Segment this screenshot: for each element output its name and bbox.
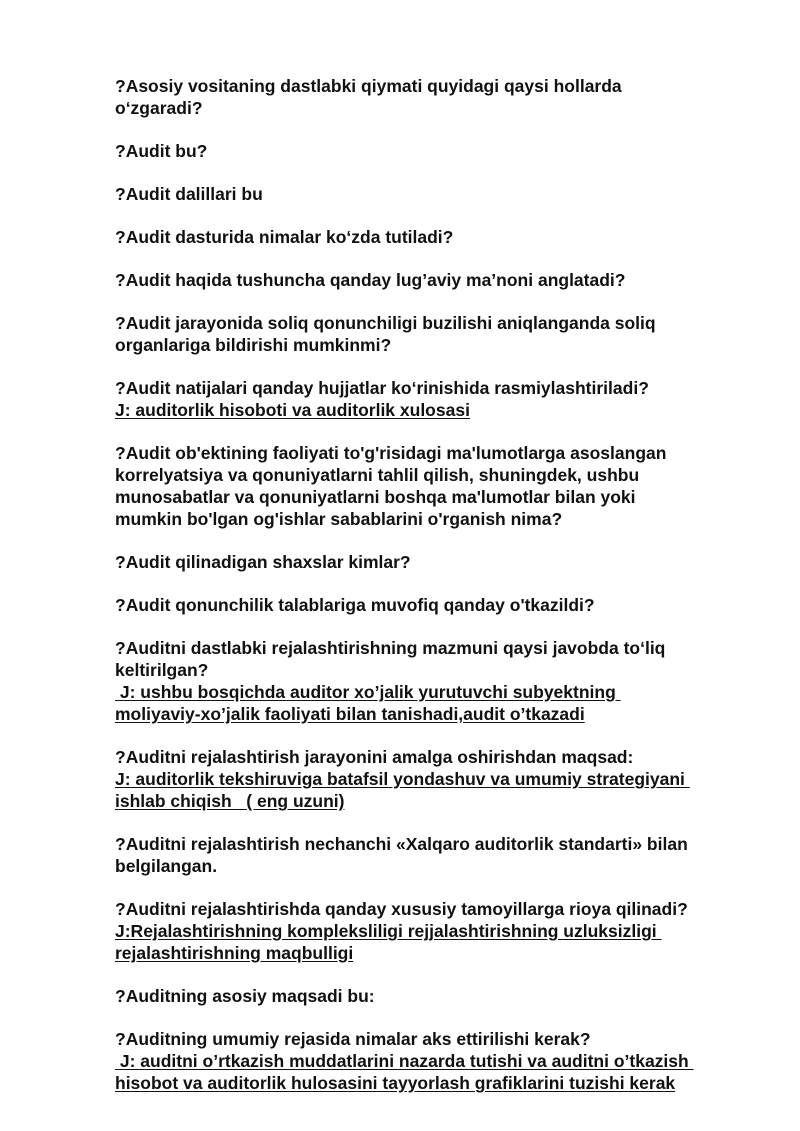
qa-item-8 bbox=[115, 442, 755, 530]
qa-item-12 bbox=[115, 746, 755, 812]
qa-item-10 bbox=[115, 594, 755, 616]
answer-text: J:Rejalashtirishning kompleksliligi rejjalashtirishning uzluksizligi rejalashtirishning maqbulligi bbox=[115, 921, 657, 963]
answer-text: J: ushbu bosqichda auditor xo’jalik yurutuvchi subyektning moliyaviy-xo’jalik faoliyati bilan tanishadi,audit o’tkazadi bbox=[115, 682, 616, 724]
answer-text: J: auditni o’rtkazish muddatlarini nazarda tutishi va auditni o’tkazish hisobot va auditorlik hulosasini tayyorlash grafiklarini tuzishi kerak bbox=[115, 1051, 689, 1093]
qa-item-6 bbox=[115, 312, 755, 356]
qa-item-7 bbox=[115, 377, 755, 421]
question-text: ?Audit dalillari bu bbox=[115, 184, 263, 204]
qa-item-3 bbox=[115, 183, 755, 205]
question-text: ?Asosiy vositaning dastlabki qiymati quyidagi qaysi hollarda o‘zgaradi? bbox=[115, 76, 622, 118]
qa-item-13 bbox=[115, 833, 755, 877]
answer-text: J: auditorlik tekshiruviga batafsil yondashuv va umumiy strategiyani ishlab chiqish ( eng uzuni) bbox=[115, 769, 685, 811]
qa-item-5 bbox=[115, 269, 755, 291]
question-text: ?Auditni rejalashtirish nechanchi «Xalqaro auditorlik standarti» bilan belgilangan. bbox=[115, 834, 688, 876]
question-text: ?Audit haqida tushuncha qanday lug’aviy ma’noni anglatadi? bbox=[115, 270, 626, 290]
question-text: ?Auditni rejalashtirish jarayonini amalga oshirishdan maqsad: bbox=[115, 747, 634, 767]
qa-item-15 bbox=[115, 985, 755, 1007]
qa-item-16 bbox=[115, 1028, 755, 1094]
qa-item-4 bbox=[115, 226, 755, 248]
qa-item-9 bbox=[115, 551, 755, 573]
question-text: ?Audit bu? bbox=[115, 141, 208, 161]
question-text: ?Auditning umumiy rejasida nimalar aks ettirilishi kerak? bbox=[115, 1029, 591, 1049]
document-page bbox=[115, 75, 755, 1115]
question-text: ?Audit natijalari qanday hujjatlar ko‘rinishida rasmiylashtiriladi? bbox=[115, 378, 649, 398]
question-text: ?Audit ob'ektining faoliyati to'g'risidagi ma'lumotlarga asoslangan korrelyatsiya va qonuniyatlarni tahlil qilish, shuningdek, ushbu munosabatlar va qonuniyatlarni boshqa ma'lumotlar bilan yoki mumkin bo'lgan og'ishlar sabablarini o'rganish nima? bbox=[115, 443, 667, 529]
question-text: ?Auditning asosiy maqsadi bu: bbox=[115, 986, 375, 1006]
qa-item-2 bbox=[115, 140, 755, 162]
question-text: ?Audit jarayonida soliq qonunchiligi buzilishi aniqlanganda soliq organlariga bildirishi mumkinmi? bbox=[115, 313, 656, 355]
question-text: ?Audit qilinadigan shaxslar kimlar? bbox=[115, 552, 411, 572]
question-text: ?Audit qonunchilik talablariga muvofiq qanday o'tkazildi? bbox=[115, 595, 595, 615]
question-text: ?Audit dasturida nimalar ko‘zda tutiladi? bbox=[115, 227, 454, 247]
qa-item-14 bbox=[115, 898, 755, 964]
qa-item-1 bbox=[115, 75, 755, 119]
question-text: ?Auditni dastlabki rejalashtirishning mazmuni qaysi javobda to‘liq keltirilgan? bbox=[115, 638, 666, 680]
answer-text: J: auditorlik hisoboti va auditorlik xulosasi bbox=[115, 400, 470, 420]
qa-item-11 bbox=[115, 637, 755, 725]
question-text: ?Auditni rejalashtirishda qanday xususiy tamoyillarga rioya qilinadi? bbox=[115, 899, 688, 919]
